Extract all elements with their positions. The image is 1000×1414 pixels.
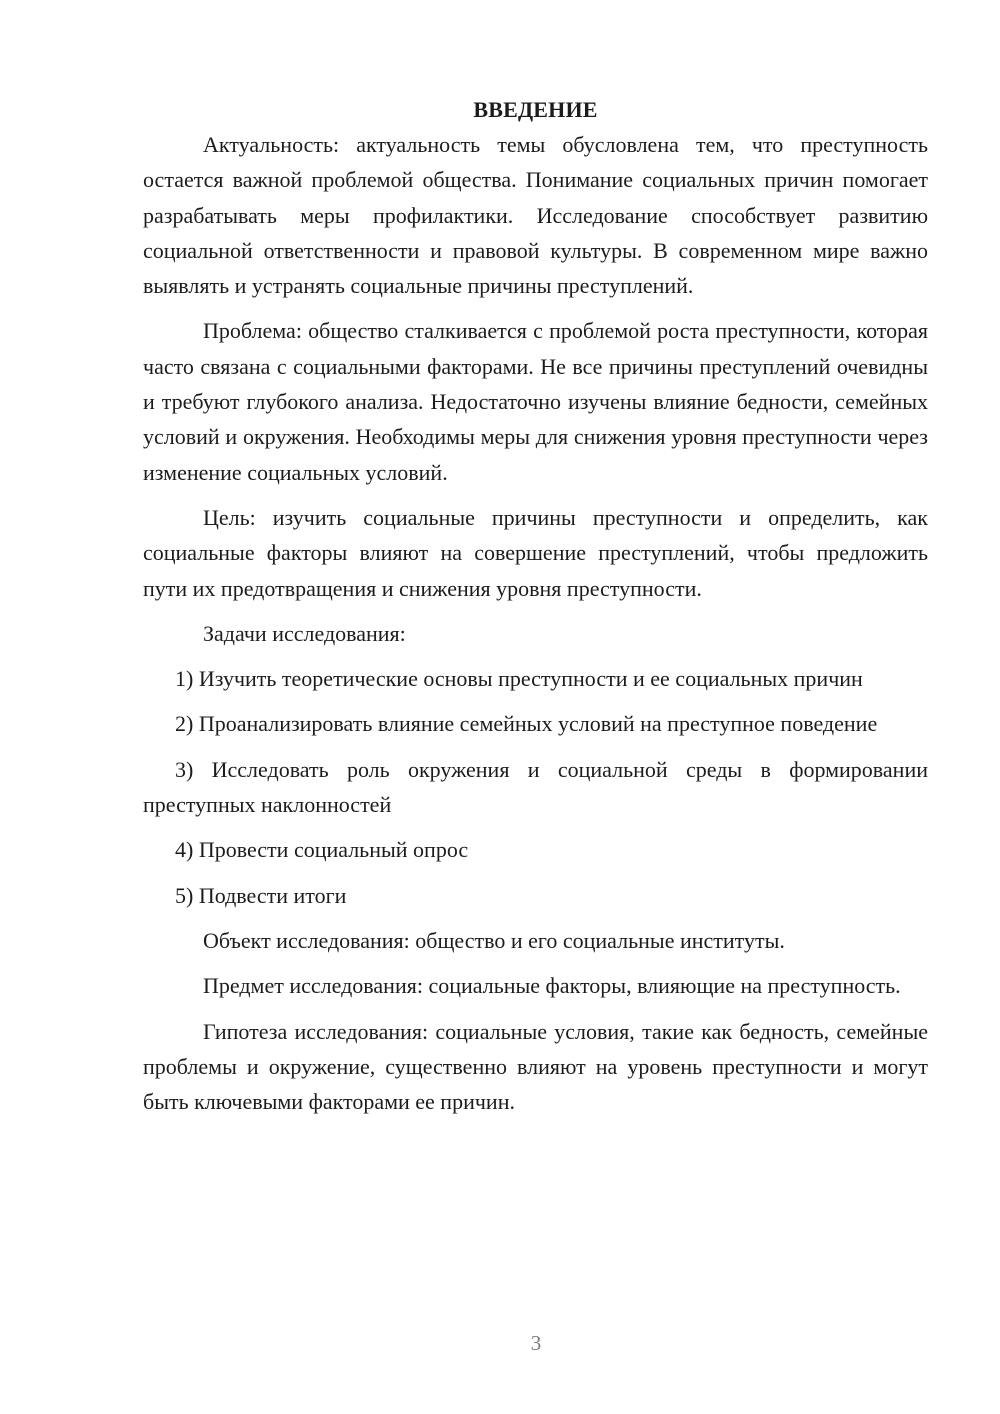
tasks-list: [143, 661, 928, 913]
problem-paragraph: Проблема: общество сталкивается с проблемой роста преступности, которая часто связана с социальными факторами. Не все причины преступлений очевидны и требуют глубокого анализа. Недостаточно изучены влияние бедности, семейных условий и окружения. Необходимы меры для снижения уровня преступности через изменение социальных условий.: [143, 318, 928, 485]
task-item: 4) Провести социальный опрос: [175, 837, 469, 863]
object-paragraph: Объект исследования: общество и его социальные институты.: [203, 927, 785, 953]
tasks-title: Задачи исследования:: [203, 620, 406, 646]
hypothesis-paragraph: Гипотеза исследования: социальные условия, такие как бедность, семейные проблемы и окружение, существенно влияют на уровень преступности и могут быть ключевыми факторами ее причин.: [143, 1018, 928, 1115]
task-item: 5) Подвести итоги: [175, 882, 347, 908]
task-item: 2) Проанализировать влияние семейных условий на преступное поведение: [175, 711, 878, 737]
page-title: ВВЕДЕНИЕ: [473, 97, 598, 122]
task-item: 3) Исследовать роль окружения и социальной среды в формировании преступных наклонностей: [143, 756, 928, 818]
task-item: 1) Изучить теоретические основы преступности и ее социальных причин: [175, 666, 863, 692]
goal-paragraph: Цель: изучить социальные причины преступности и определить, как социальные факторы влияют на совершение преступлений, чтобы предложить пути их предотвращения и снижения уровня преступности.: [143, 504, 928, 601]
page-number: 3: [530, 1331, 542, 1355]
subject-paragraph: Предмет исследования: социальные факторы, влияющие на преступность.: [203, 973, 901, 999]
relevance-paragraph: Актуальность: актуальность темы обусловлена тем, что преступность остается важной проблемой общества. Понимание социальных причин помогает разрабатывать меры профилактики. Исследование способствует развитию социальной ответственности и правовой культуры. В современном мире важно выявлять и устранять социальные причины преступлений.: [143, 132, 928, 299]
document-page: [143, 92, 928, 1129]
